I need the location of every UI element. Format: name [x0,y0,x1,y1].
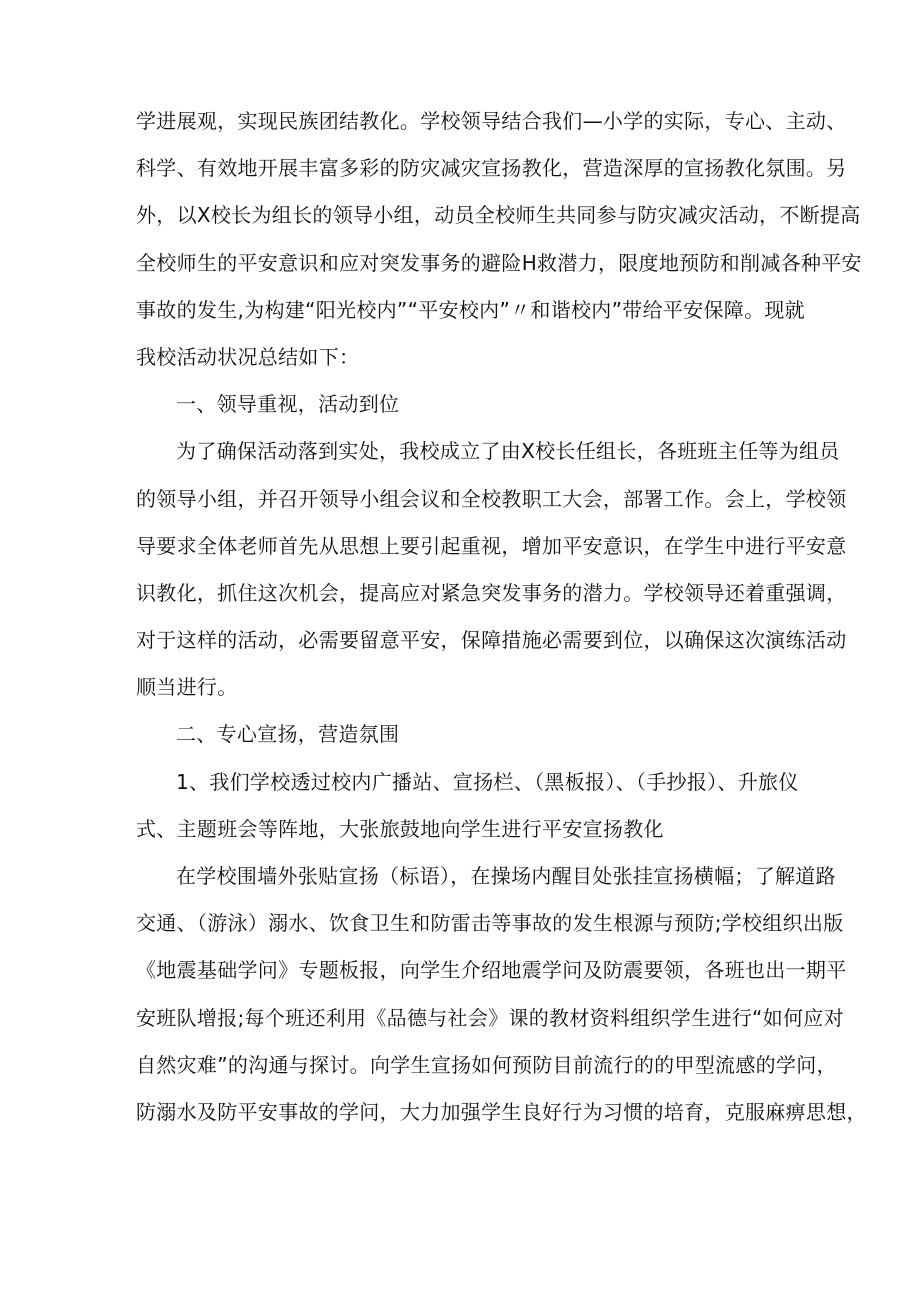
text-line: 科学、有效地开展丰富多彩的防灾减灾宣扬教化，营造深厚的宣扬教化氛围。另 [136,156,847,181]
text-line: 自然灾难”的沟通与探讨。向学生宣扬如何预防目前流行的的甲型流感的学问， [136,1052,837,1077]
text-line: 顺当进行。 [136,675,238,700]
text-line: 全校师生的平安意识和应对突发事务的避险H救潜力，限度地预防和削减各种平安 [136,250,862,275]
text-line: 我校活动状况总结如下： [136,344,360,369]
text-line: 1、我们学校透过校内广播站、宣扬栏、（黑板报）、（手抄报）、升旅仪 [176,769,799,794]
text-line: 在学校围墙外张贴宣扬（标语），在操场内醒目处张挂宣扬横幅；了解道路 [176,864,836,888]
text-line: 为了确保活动落到实处，我校成立了由X校长任组长，各班班主任等为组员 [176,439,840,464]
text-line: 交通、（游泳）溺水、饮食卫生和防雷击等事故的发生根源与预防;学校组织出版 [136,911,844,936]
text-line: 导要求全体老师首先从思想上要引起重视，增加平安意识，在学生中进行平安意 [136,533,847,558]
text-line: 式、主题班会等阵地，大张旅鼓地向学生进行平安宣扬教化 [136,816,664,841]
section-heading-2: 二、专心宣扬，营造氛围 [176,722,400,747]
text-line: 《地震基础学问》专题板报，向学生介绍地震学问及防震要领，各班也出一期平 [136,958,847,983]
document-body [136,109,867,1149]
text-line: 安班队增报;每个班还利用《品德与社会》课的教材资料组织学生进行“如何应对 [136,1005,844,1030]
text-line: 对于这样的活动，必需要留意平安，保障措施必需要到位，以确保这次演练活动 [136,628,847,653]
text-line: 学进展观，实现民族团结教化。学校领导结合我们—小学的实际，专心、主动、 [136,109,847,133]
text-line: 识教化，抓住这次机会，提高应对紧急突发事务的潜力。学校领导还着重强调， [136,580,847,605]
text-line: 外，以X校长为组长的领导小组，动员全校师生共同参与防灾减灾活动，不断提高 [136,203,861,228]
text-line: 事故的发生,为构建“阳光校内”“平安校内”〃和谐校内”带给平安保障。现就 [136,297,805,322]
section-heading-1: 一、领导重视，活动到位 [176,392,400,417]
text-line: 防溺水及防平安事故的学问，大力加强学生良好行为习惯的培育，克服麻痹思想， [136,1099,867,1124]
text-line: 的领导小组，并召开领导小组会议和全校教职工大会，部署工作。会上，学校领 [136,486,847,511]
